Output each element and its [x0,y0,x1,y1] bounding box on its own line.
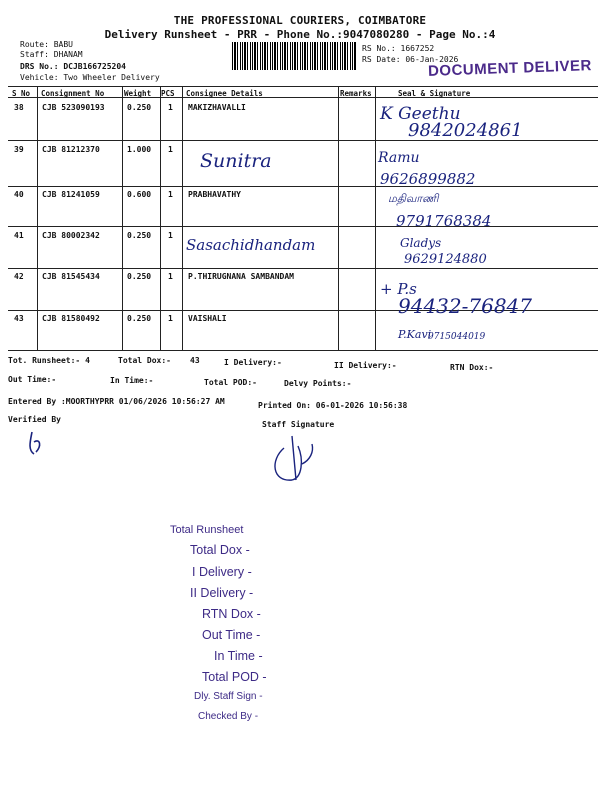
staff-label: Staff: DHANAM [20,50,83,59]
table-row-sno: 38 [14,103,24,112]
table-row-weight: 1.000 [127,145,152,154]
out-time-label: Out Time:- [8,375,57,384]
handwritten-phone: 9715044019 [428,332,486,342]
stamp-total-runsheet: Total Runsheet [170,524,244,536]
table-row-pcs: 1 [168,190,173,199]
runsheet-subtitle: Delivery Runsheet - PRR - Phone No.:9047080280 - Page No.:4 [104,28,496,41]
total-pod-label: Total POD:- [204,378,257,387]
handwritten-consignee: Sasachidhandam [186,236,316,254]
rtn-dox-label: RTN Dox:- [450,363,494,372]
table-row-sno: 39 [14,145,24,154]
delvy-points-label: Delvy Points:- [284,379,352,388]
table-row-sno: 41 [14,231,24,240]
drs-number: DRS No.: DCJB166725204 [20,62,126,71]
table-row-pcs: 1 [168,231,173,240]
col-header-remarks: Remarks [340,89,372,98]
entered-by: Entered By :MOORTHYPRR 01/06/2026 10:56:27 AM [8,397,225,406]
ii-delivery-label: II Delivery:- [334,361,397,370]
table-row-consignee: MAKIZHAVALLI [188,103,246,112]
in-time-label: In Time:- [110,376,154,385]
table-row-sno: 40 [14,190,24,199]
table-row-sno: 42 [14,272,24,281]
table-row-weight: 0.250 [127,103,152,112]
col-header-pcs: PCS [161,89,175,98]
stamp-rtn-dox: RTN Dox - [202,607,261,621]
i-delivery-label: I Delivery:- [224,358,282,367]
stamp-out-time: Out Time - [202,628,261,642]
stamp-in-time: In Time - [214,649,263,663]
table-row-consignment: CJB 81212370 [42,145,100,154]
vehicle-label: Vehicle: Two Wheeler Delivery [20,73,160,82]
col-header-signature: Seal & Signature [398,89,471,98]
company-title: THE PROFESSIONAL COURIERS, COIMBATORE [173,14,427,27]
staff-signature-scribble [262,430,332,490]
total-dox-label: Total Dox:- [118,356,171,365]
table-row-weight: 0.600 [127,190,152,199]
col-header-consignee: Consignee Details [186,89,263,98]
handwritten-phone: 9791768384 [396,212,492,230]
handwritten-phone: 94432-76847 [398,294,533,318]
tot-runsheet: Tot. Runsheet:- 4 [8,356,90,365]
table-row-consignee: P.THIRUGNANA SAMBANDAM [188,272,294,281]
total-dox-value: 43 [190,356,200,365]
staff-signature-label: Staff Signature [262,420,335,429]
col-header-consignment: Consignment No [41,89,105,98]
handwritten-phone: 9626899882 [380,170,476,188]
stamp-total-dox: Total Dox - [190,543,250,557]
table-row-consignment: CJB 81580492 [42,314,100,323]
table-row-pcs: 1 [168,145,173,154]
table-row-pcs: 1 [168,314,173,323]
document-delivered-stamp: DOCUMENT DELIVER [427,57,593,80]
stamp-dly-staff-sign: Dly. Staff Sign - [194,691,263,702]
stamp-checked-by: Checked By - [198,711,259,722]
handwritten-signature: மதிவாணி [388,192,439,205]
table-row-consignee: VAISHALI [188,314,227,323]
route-label: Route: BABU [20,40,73,49]
handwritten-signature: Gladys [400,236,442,250]
col-header-weight: Weight [124,89,152,98]
handwritten-consignee: Sunitra [200,150,272,172]
table-row-weight: 0.250 [127,272,152,281]
rs-date: RS Date: 06-Jan-2026 [362,55,459,64]
handwritten-signature: Ramu [378,150,420,166]
table-row-pcs: 1 [168,103,173,112]
col-header-sno: S No [12,89,31,98]
table-row-sno: 43 [14,314,24,323]
barcode-image [232,42,357,70]
handwritten-signature: + P.s [380,280,417,298]
printed-on: Printed On: 06-01-2026 10:56:38 [258,401,408,410]
table-row-weight: 0.250 [127,314,152,323]
handwritten-phone: 9629124880 [404,252,487,267]
verified-signature-scribble [22,428,52,460]
table-row-consignment: CJB 81545434 [42,272,100,281]
table-row-consignment: CJB 81241059 [42,190,100,199]
table-row-consignee: PRABHAVATHY [188,190,241,199]
handwritten-signature: K Geethu [380,104,461,124]
verified-by-label: Verified By [8,415,61,424]
stamp-ii-delivery: II Delivery - [190,586,254,600]
table-row-weight: 0.250 [127,231,152,240]
table-row-consignment: CJB 80002342 [42,231,100,240]
table-row-consignment: CJB 523090193 [42,103,105,112]
handwritten-phone: 9842024861 [408,120,523,141]
stamp-total-pod: Total POD - [202,670,267,684]
stamp-i-delivery: I Delivery - [192,565,252,579]
rs-number: RS No.: 1667252 [362,44,435,53]
handwritten-signature: P.Kavi [398,328,432,341]
table-row-pcs: 1 [168,272,173,281]
